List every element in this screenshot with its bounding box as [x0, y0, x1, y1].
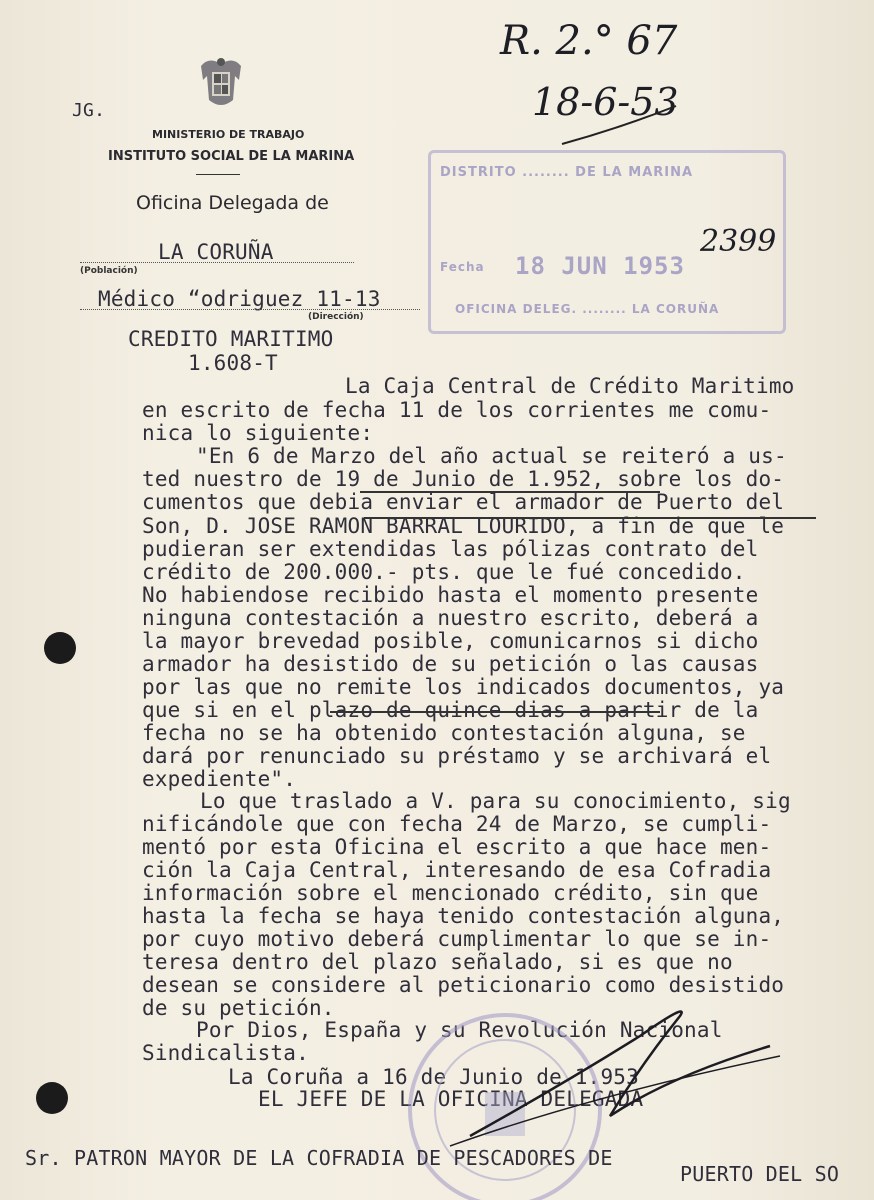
body-line: No habiendose recibido hasta el momento presente	[142, 583, 759, 607]
body-line: nificándole que con fecha 24 de Marzo, se cumpli-	[142, 812, 772, 836]
body-line: ninguna contestación a nuestro escrito, deberá a	[142, 606, 759, 630]
body-line: "En 6 de Marzo del año actual se reiteró a us-	[196, 444, 787, 468]
address-line	[80, 309, 420, 310]
body-line: información sobre el mencionado crédito, sin que	[142, 881, 759, 905]
stamp-office: OFICINA DELEG. ........ LA CORUÑA	[455, 302, 720, 316]
body-line: de su petición.	[142, 996, 335, 1020]
handwritten-reference: R. 2.° 67	[500, 18, 678, 64]
subject-line-2: 1.608-T	[188, 351, 278, 375]
office-title: Oficina Delegada de	[136, 192, 329, 214]
stamp-line-1: DISTRITO ........ DE LA MARINA	[440, 165, 694, 180]
initials: JG.	[72, 100, 106, 121]
body-line: La Coruña a 16 de Junio de 1.953	[228, 1065, 639, 1089]
body-line: La Caja Central de Crédito Maritimo	[345, 374, 795, 398]
body-line: mentó por esta Oficina el escrito a que hace men-	[142, 835, 772, 859]
body-line: teresa dentro del plazo señalado, si es que no	[142, 950, 733, 974]
body-line: desean se considere al peticionario como desistido	[142, 973, 785, 997]
underline-armador	[364, 517, 816, 519]
institute: INSTITUTO SOCIAL DE LA MARINA	[108, 149, 355, 164]
body-line: por cuyo motivo deberá cumplimentar lo que se in-	[142, 927, 772, 951]
body-line: armador ha desistido de su petición o las causas	[142, 652, 759, 676]
body-line: ted nuestro de 19 de Junio de 1.952, sobre los do-	[142, 467, 785, 491]
body-line: en escrito de fecha 11 de los corrientes me comu-	[142, 398, 772, 422]
body-line: Sindicalista.	[142, 1041, 309, 1065]
body-line: pudieran ser extendidas las pólizas contrato del	[142, 537, 759, 561]
addressee-line-2: PUERTO DEL SO	[680, 1162, 840, 1186]
coat-of-arms-icon	[195, 56, 247, 112]
body-line: por las que no remite los indicados documentos, ya	[142, 675, 785, 699]
city: LA CORUÑA	[158, 240, 274, 264]
poblacion-label: (Población)	[80, 266, 138, 276]
body-line: EL JEFE DE LA OFICINA DELEGADA	[258, 1087, 644, 1111]
underline-plazo	[330, 711, 660, 713]
subject-line-1: CREDITO MARITIMO	[128, 327, 334, 351]
ministry: MINISTERIO DE TRABAJO	[152, 128, 305, 141]
body-line: hasta la fecha se haya tenido contestación alguna,	[142, 904, 785, 928]
body-line: Son, D. JOSE RAMON BARRAL LOURIDO, a fin de que le	[142, 514, 785, 538]
underline-stroke	[560, 100, 680, 150]
body-line: ción la Caja Central, interesando de esa Cofradia	[142, 858, 772, 882]
header-rule	[196, 174, 240, 175]
body-line: crédito de 200.000.- pts. que le fué concedido.	[142, 560, 746, 584]
body-line: nica lo siguiente:	[142, 421, 374, 445]
stamp-date: 18 JUN 1953	[515, 252, 685, 280]
addressee-line-1: Sr. PATRON MAYOR DE LA COFRADIA DE PESCADORES DE	[25, 1146, 613, 1170]
stamp-fecha-label: Fecha	[440, 260, 485, 274]
body-line: expediente".	[142, 767, 297, 791]
direccion-label: (Dirección)	[308, 312, 364, 322]
signature	[440, 996, 800, 1156]
body-line: Por Dios, España y su Revolución Nacional	[196, 1018, 723, 1042]
body-line: que si en el plazo de quince dias a partir de la	[142, 698, 759, 722]
handwritten-date: 18-6-53	[532, 80, 679, 124]
body-line: fecha no se ha obtenido contestación alguna, se	[142, 721, 746, 745]
body-line: dará por renunciado su préstamo y se archivará el	[142, 744, 772, 768]
punch-hole-1	[44, 632, 76, 664]
address: Médico “odriguez 11-13	[98, 287, 381, 311]
punch-hole-2	[36, 1082, 68, 1114]
body-line: la mayor brevedad posible, comunicarnos si dicho	[142, 629, 759, 653]
body-line: Lo que traslado a V. para su conocimiento, sig	[200, 789, 791, 813]
handwritten-number: 2399	[700, 224, 777, 259]
body-line: cumentos que debia enviar el armador de Puerto del	[142, 490, 785, 514]
city-line	[80, 262, 354, 263]
underline-date	[360, 491, 660, 493]
